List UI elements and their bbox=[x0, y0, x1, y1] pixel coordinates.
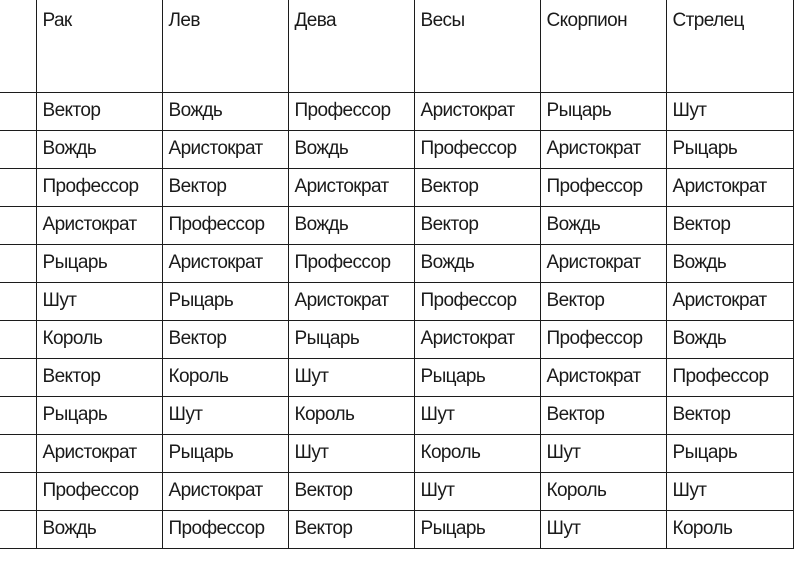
table-cell: Аристократ bbox=[414, 320, 540, 358]
table-cell: Вектор bbox=[414, 206, 540, 244]
table-cell: Шут bbox=[414, 472, 540, 510]
table-cell: Вождь bbox=[162, 92, 288, 130]
table-cell: Аристократ bbox=[540, 358, 666, 396]
table-cell: Вектор bbox=[288, 472, 414, 510]
table-row bbox=[0, 92, 793, 130]
table-cell: Шут bbox=[414, 396, 540, 434]
table-cell: Аристократ bbox=[666, 168, 793, 206]
row-stub-cell bbox=[0, 396, 36, 434]
table-cell: Вектор bbox=[540, 396, 666, 434]
table-cell: Профессор bbox=[288, 244, 414, 282]
table-cell: Профессор bbox=[162, 206, 288, 244]
table-cell: Вождь bbox=[288, 206, 414, 244]
table-cell: Король bbox=[666, 510, 793, 548]
row-stub-cell bbox=[0, 434, 36, 472]
column-header-sagittarius: Стрелец bbox=[666, 0, 793, 92]
table-cell: Шут bbox=[666, 472, 793, 510]
table-row bbox=[0, 206, 793, 244]
table-cell: Аристократ bbox=[36, 434, 162, 472]
table-cell: Вектор bbox=[36, 358, 162, 396]
table-cell: Вектор bbox=[162, 320, 288, 358]
table-cell: Вождь bbox=[666, 320, 793, 358]
column-header-cancer: Рак bbox=[36, 0, 162, 92]
table-cell: Аристократ bbox=[162, 472, 288, 510]
row-stub-cell bbox=[0, 358, 36, 396]
table-cell: Король bbox=[540, 472, 666, 510]
table-cell: Профессор bbox=[540, 168, 666, 206]
table-row bbox=[0, 510, 793, 548]
column-header-leo: Лев bbox=[162, 0, 288, 92]
table-cell: Вождь bbox=[36, 510, 162, 548]
table-cell: Аристократ bbox=[288, 168, 414, 206]
table-cell: Вектор bbox=[540, 282, 666, 320]
table-row bbox=[0, 472, 793, 510]
table-cell: Аристократ bbox=[540, 130, 666, 168]
table-cell: Король bbox=[162, 358, 288, 396]
table-cell: Рыцарь bbox=[414, 358, 540, 396]
table-cell: Вождь bbox=[414, 244, 540, 282]
column-header-virgo: Дева bbox=[288, 0, 414, 92]
table-cell: Профессор bbox=[162, 510, 288, 548]
column-header-libra: Весы bbox=[414, 0, 540, 92]
table-cell: Рыцарь bbox=[36, 396, 162, 434]
table-cell: Рыцарь bbox=[666, 434, 793, 472]
table-cell: Шут bbox=[666, 92, 793, 130]
row-stub-cell bbox=[0, 320, 36, 358]
column-header-scorpio: Скорпион bbox=[540, 0, 666, 92]
row-stub-cell bbox=[0, 244, 36, 282]
table-cell: Профессор bbox=[540, 320, 666, 358]
table-cell: Рыцарь bbox=[162, 282, 288, 320]
row-stub-cell bbox=[0, 92, 36, 130]
table-cell: Профессор bbox=[414, 282, 540, 320]
table-cell: Профессор bbox=[36, 472, 162, 510]
table-cell: Вектор bbox=[288, 510, 414, 548]
table-cell: Профессор bbox=[36, 168, 162, 206]
table-cell: Шут bbox=[36, 282, 162, 320]
table-cell: Аристократ bbox=[162, 244, 288, 282]
header-row bbox=[0, 0, 793, 92]
table-cell: Аристократ bbox=[36, 206, 162, 244]
row-stub-cell bbox=[0, 168, 36, 206]
table-cell: Профессор bbox=[666, 358, 793, 396]
row-stub-cell bbox=[0, 510, 36, 548]
table-cell: Шут bbox=[288, 358, 414, 396]
table-cell: Рыцарь bbox=[666, 130, 793, 168]
table-cell: Вождь bbox=[36, 130, 162, 168]
table-row bbox=[0, 282, 793, 320]
table-cell: Король bbox=[288, 396, 414, 434]
table-row bbox=[0, 358, 793, 396]
header-stub-cell bbox=[0, 0, 36, 92]
table-row bbox=[0, 434, 793, 472]
table-cell: Рыцарь bbox=[414, 510, 540, 548]
table-cell: Рыцарь bbox=[162, 434, 288, 472]
table-cell: Аристократ bbox=[414, 92, 540, 130]
table-cell: Шут bbox=[540, 510, 666, 548]
table-body bbox=[0, 92, 793, 548]
table-cell: Вектор bbox=[666, 206, 793, 244]
table-cell: Вектор bbox=[666, 396, 793, 434]
table-cell: Король bbox=[36, 320, 162, 358]
row-stub-cell bbox=[0, 282, 36, 320]
row-stub-cell bbox=[0, 206, 36, 244]
table-cell: Вектор bbox=[162, 168, 288, 206]
row-stub-cell bbox=[0, 472, 36, 510]
table-cell: Аристократ bbox=[540, 244, 666, 282]
table-cell: Шут bbox=[540, 434, 666, 472]
table-cell: Профессор bbox=[288, 92, 414, 130]
table-cell: Аристократ bbox=[288, 282, 414, 320]
table-cell: Профессор bbox=[414, 130, 540, 168]
table-cell: Вождь bbox=[666, 244, 793, 282]
table-row bbox=[0, 168, 793, 206]
table-cell: Аристократ bbox=[162, 130, 288, 168]
table-cell: Аристократ bbox=[666, 282, 793, 320]
table-row bbox=[0, 396, 793, 434]
table-cell: Рыцарь bbox=[36, 244, 162, 282]
table-row bbox=[0, 244, 793, 282]
table-cell: Вектор bbox=[36, 92, 162, 130]
table-cell: Рыцарь bbox=[288, 320, 414, 358]
table-cell: Вождь bbox=[540, 206, 666, 244]
table-cell: Рыцарь bbox=[540, 92, 666, 130]
table-cell: Вектор bbox=[414, 168, 540, 206]
table-cell: Шут bbox=[288, 434, 414, 472]
table-row bbox=[0, 320, 793, 358]
table-row bbox=[0, 130, 793, 168]
table-cell: Шут bbox=[162, 396, 288, 434]
table-cell: Король bbox=[414, 434, 540, 472]
table-cell: Вождь bbox=[288, 130, 414, 168]
row-stub-cell bbox=[0, 130, 36, 168]
